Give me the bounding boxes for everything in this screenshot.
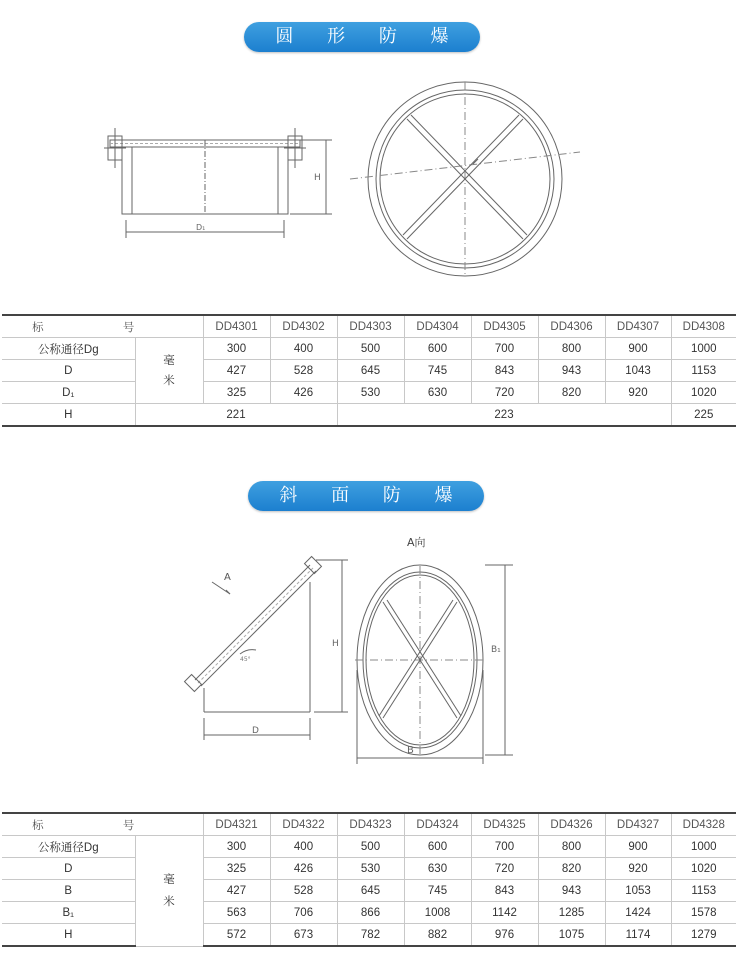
value-cell: 530 [337,858,404,880]
slanted-door-front-view [345,530,535,770]
value-cell: 530 [337,382,404,404]
model-cell: DD4326 [538,813,605,836]
table-row [2,836,736,858]
section1-title-banner [244,22,480,77]
row-label: B [2,880,135,902]
row-label: D [2,360,135,382]
label-D1: D₁ [196,223,206,232]
value-cell: 1279 [671,924,736,947]
label-D: D [252,726,259,736]
model-cell: DD4302 [270,315,337,338]
label-H: H [314,173,321,183]
value-cell: 600 [404,338,471,360]
value-cell: 820 [538,858,605,880]
value-cell: 500 [337,338,404,360]
unit-char: 米 [163,895,175,908]
value-cell: 1075 [538,924,605,947]
value-cell: 882 [404,924,471,947]
table-row [2,858,736,880]
value-cell: 700 [471,338,538,360]
row-label: H [2,924,135,947]
value-cell: 782 [337,924,404,947]
value-cell: 223 [337,404,671,427]
table-row [2,382,736,404]
value-cell: 1174 [605,924,671,947]
value-cell: 800 [538,338,605,360]
value-cell: 720 [471,382,538,404]
model-cell: DD4301 [203,315,270,338]
label-A-direction: A向 [407,536,426,549]
value-cell: 706 [270,902,337,924]
unit-char: 毫 [163,354,175,367]
table-row [2,902,736,924]
value-cell: 645 [337,360,404,382]
table-row-h [2,404,736,427]
value-cell: 1000 [671,338,736,360]
row-label: 公称通径Dg [2,836,135,858]
round-door-front-view [345,72,585,287]
model-cell: DD4327 [605,813,671,836]
value-cell: 1008 [404,902,471,924]
model-cell: DD4306 [538,315,605,338]
unit-cell [135,338,203,404]
value-cell: 300 [203,338,270,360]
value-cell: 426 [270,382,337,404]
value-cell: 800 [538,836,605,858]
slanted-door-side-view [180,550,360,765]
table-header-row [2,315,736,338]
value-cell: 630 [404,382,471,404]
model-cell: DD4304 [404,315,471,338]
value-cell: 325 [203,382,270,404]
model-cell: DD4328 [671,813,736,836]
value-cell: 1020 [671,382,736,404]
row-label: D [2,858,135,880]
model-cell: DD4321 [203,813,270,836]
model-cell: DD4325 [471,813,538,836]
value-cell: 400 [270,338,337,360]
section1-spec-table [2,314,736,427]
section2-spec-table [2,812,736,947]
label-B: B [407,745,414,756]
model-cell: DD4322 [270,813,337,836]
section1-title: 圆 形 防 爆 门 [275,26,463,77]
value-cell: 843 [471,360,538,382]
model-cell: DD4307 [605,315,671,338]
label-angle: 45° [240,656,251,663]
value-cell: 1153 [671,360,736,382]
value-cell: 943 [538,880,605,902]
value-cell: 976 [471,924,538,947]
value-cell: 1000 [671,836,736,858]
header-label: 标 号 [2,315,203,338]
table-row [2,338,736,360]
label-H: H [332,639,339,649]
row-label: B₁ [2,902,135,924]
unit-char: 米 [163,374,175,387]
value-cell: 920 [605,382,671,404]
value-cell: 563 [203,902,270,924]
value-cell: 1142 [471,902,538,924]
unit-char: 毫 [163,873,175,886]
value-cell: 943 [538,360,605,382]
table-row [2,924,736,947]
model-cell: DD4303 [337,315,404,338]
value-cell: 700 [471,836,538,858]
table-row [2,880,736,902]
label-A: A [224,572,231,583]
model-cell: DD4323 [337,813,404,836]
value-cell: 325 [203,858,270,880]
model-cell: DD4324 [404,813,471,836]
value-cell: 400 [270,836,337,858]
section2-title-banner [248,481,484,536]
header-label: 标 号 [2,813,203,836]
value-cell: 843 [471,880,538,902]
unit-cell [135,836,203,947]
value-cell: 900 [605,338,671,360]
value-cell: 900 [605,836,671,858]
value-cell: 225 [671,404,736,427]
value-cell: 1424 [605,902,671,924]
value-cell: 600 [404,836,471,858]
value-cell: 1053 [605,880,671,902]
value-cell: 300 [203,836,270,858]
value-cell: 920 [605,858,671,880]
row-label: 公称通径Dg [2,338,135,360]
value-cell: 528 [270,880,337,902]
round-door-side-view [100,120,340,250]
model-cell: DD4308 [671,315,736,338]
value-cell: 427 [203,880,270,902]
value-cell: 720 [471,858,538,880]
value-cell: 1578 [671,902,736,924]
value-cell: 820 [538,382,605,404]
value-cell: 673 [270,924,337,947]
value-cell: 1043 [605,360,671,382]
value-cell: 500 [337,836,404,858]
table-row [2,360,736,382]
row-label: H [2,404,135,427]
value-cell: 745 [404,360,471,382]
section2-title: 斜 面 防 爆 门 [279,485,467,536]
value-cell: 221 [135,404,337,427]
value-cell: 1020 [671,858,736,880]
value-cell: 745 [404,880,471,902]
value-cell: 630 [404,858,471,880]
model-cell: DD4305 [471,315,538,338]
label-B1: B₁ [491,645,501,655]
value-cell: 1285 [538,902,605,924]
value-cell: 645 [337,880,404,902]
row-label: D₁ [2,382,135,404]
value-cell: 427 [203,360,270,382]
value-cell: 572 [203,924,270,947]
value-cell: 426 [270,858,337,880]
value-cell: 528 [270,360,337,382]
value-cell: 1153 [671,880,736,902]
table-header-row [2,813,736,836]
value-cell: 866 [337,902,404,924]
